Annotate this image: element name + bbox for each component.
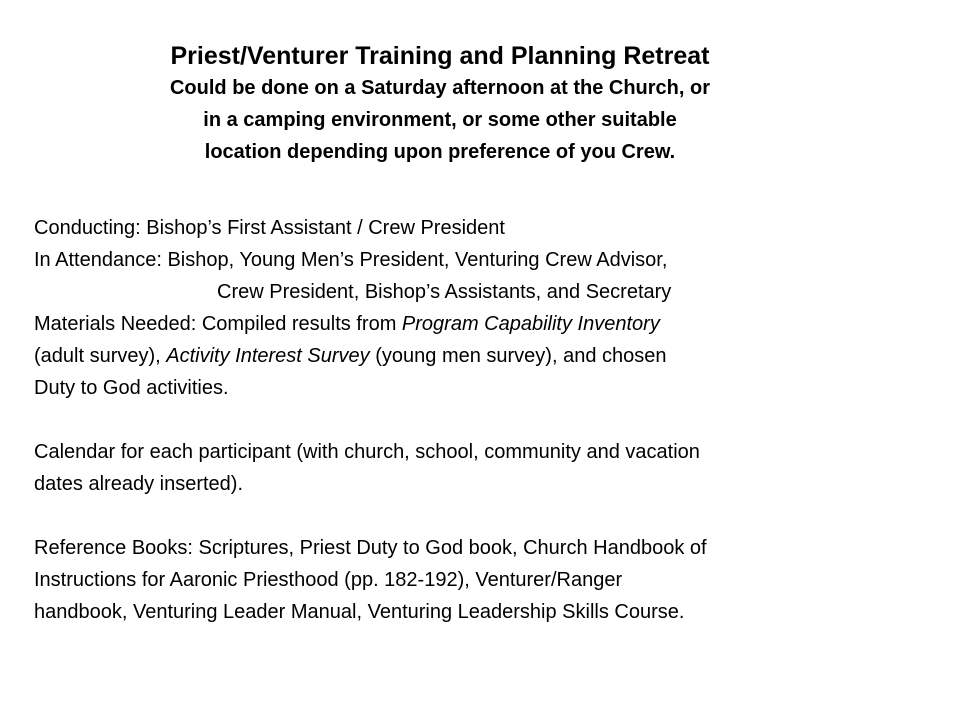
subtitle-line: in a camping environment, or some other suitable [203, 109, 677, 131]
subtitle-line: Could be done on a Saturday afternoon at the Church, or [169, 77, 711, 99]
program-capability-inventory: Program Capability Inventory [401, 313, 660, 335]
reference-line: Instructions for Aaronic Priesthood (pp. 182-192), Venturer/Ranger [34, 569, 623, 591]
calendar-line: dates already inserted). [34, 473, 244, 495]
materials-text: (adult survey), [34, 345, 167, 367]
materials-label: Materials Needed: Compiled results from [34, 313, 402, 335]
reference-line: handbook, Venturing Leader Manual, Venturing Leadership Skills Course. [34, 601, 685, 623]
materials-line [34, 340, 944, 372]
reference-line: Reference Books: Scriptures, Priest Duty to God book, Church Handbook of [34, 537, 707, 559]
body-text [34, 212, 944, 628]
attendance-line-continued: Crew President, Bishop’s Assistants, and Secretary [217, 281, 672, 303]
materials-line [34, 308, 944, 340]
paragraph-gap [34, 404, 944, 436]
activity-interest-survey: Activity Interest Survey [166, 345, 370, 367]
slide-title: Priest/Venturer Training and Planning Retreat [170, 42, 710, 70]
attendance-line: In Attendance: Bishop, Young Men’s President, Venturing Crew Advisor, [34, 249, 668, 271]
subtitle-line: location depending upon preference of you Crew. [204, 141, 676, 163]
header-block [40, 40, 840, 168]
calendar-line: Calendar for each participant (with church, school, community and vacation [34, 441, 700, 463]
materials-line: Duty to God activities. [34, 377, 229, 399]
materials-text: (young men survey), and chosen [369, 345, 667, 367]
paragraph-gap [34, 500, 944, 532]
conducting-line: Conducting: Bishop’s First Assistant / Crew President [34, 217, 505, 239]
